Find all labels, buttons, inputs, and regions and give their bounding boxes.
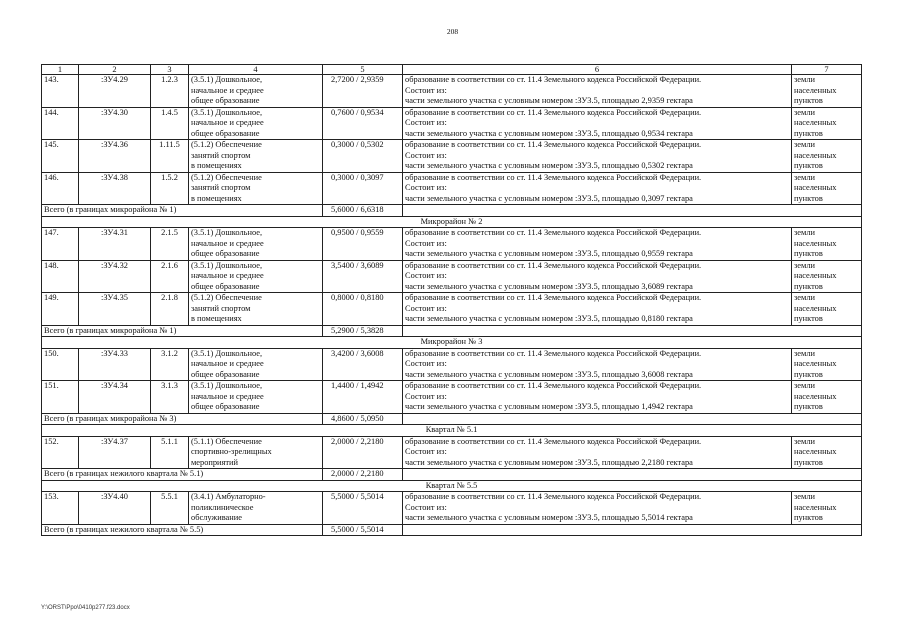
cell-line: (3.5.1) Дошкольное, bbox=[191, 75, 263, 84]
cell-line: населенных bbox=[794, 502, 837, 512]
cell-line: населенных bbox=[794, 238, 837, 248]
table-row bbox=[42, 260, 862, 293]
permitted-use bbox=[189, 381, 323, 414]
cell-line: образование в соответствии со ст. 11.4 Земельного кодекса Российской Федерации. bbox=[405, 348, 702, 358]
section-heading: Квартал № 5.5 bbox=[42, 480, 862, 492]
plot-code: :ЗУ4.37 bbox=[79, 436, 151, 469]
cell-line: занятий спортом bbox=[191, 303, 251, 313]
row-number: 153. bbox=[42, 492, 79, 525]
section-heading: Квартал № 5.1 bbox=[42, 425, 862, 437]
row-number: 151. bbox=[42, 381, 79, 414]
land-plots-table bbox=[41, 64, 862, 536]
formation-method bbox=[403, 348, 792, 381]
section-heading: Микрорайон № 2 bbox=[42, 216, 862, 228]
cell-line: (5.1.2) Обеспечение bbox=[191, 293, 262, 302]
total-row bbox=[42, 325, 862, 337]
cell-line: (3.5.1) Дошкольное, bbox=[191, 228, 263, 237]
formation-method bbox=[403, 75, 792, 108]
table-row bbox=[42, 228, 862, 261]
cell-line: Состоит из: bbox=[405, 85, 447, 95]
section-heading: Микрорайон № 3 bbox=[42, 337, 862, 349]
formation-method bbox=[403, 228, 792, 261]
permitted-use bbox=[189, 293, 323, 326]
cell-line: обслуживание bbox=[191, 513, 242, 522]
cell-line: населенных bbox=[794, 391, 837, 401]
cell-line: земли bbox=[794, 381, 815, 390]
plot-reference: 3.1.2 bbox=[151, 348, 189, 381]
cell-line: населенных bbox=[794, 150, 837, 160]
plot-area: 1,4400 / 1,4942 bbox=[323, 381, 403, 414]
permitted-use bbox=[189, 260, 323, 293]
plot-area: 2,7200 / 2,9359 bbox=[323, 75, 403, 108]
land-category bbox=[792, 140, 862, 173]
cell-line: образование в соответствии со ст. 11.4 Земельного кодекса Российской Федерации. bbox=[405, 228, 702, 237]
cell-line: общее образование bbox=[191, 281, 260, 291]
cell-line: мероприятий bbox=[191, 457, 239, 467]
formation-method bbox=[403, 260, 792, 293]
cell-line: (5.1.2) Обеспечение bbox=[191, 172, 262, 182]
total-row bbox=[42, 413, 862, 425]
plot-reference: 5.1.1 bbox=[151, 436, 189, 469]
plot-reference: 5.5.1 bbox=[151, 492, 189, 525]
cell-line: начальное и среднее bbox=[191, 85, 264, 95]
cell-line: Состоит из: bbox=[405, 271, 447, 280]
plot-reference: 2.1.8 bbox=[151, 293, 189, 326]
column-header: 6 bbox=[403, 65, 792, 75]
cell-line: населенных bbox=[794, 359, 837, 368]
cell-line: пунктов bbox=[794, 96, 823, 105]
cell-line: образование в соответствии со ст. 11.4 Земельного кодекса Российской Федерации. bbox=[405, 172, 702, 182]
cell-line: населенных bbox=[794, 303, 837, 313]
total-area: 5,5000 / 5,5014 bbox=[323, 524, 403, 536]
cell-line: населенных bbox=[794, 118, 837, 127]
land-category bbox=[792, 75, 862, 108]
land-category bbox=[792, 381, 862, 414]
cell-line: земли bbox=[794, 172, 815, 182]
cell-line: Состоит из: bbox=[405, 150, 447, 160]
cell-line: Состоит из: bbox=[405, 183, 447, 192]
cell-line: части земельного участка с условным номером :ЗУ3.5, площадью 0,9534 гектара bbox=[405, 128, 693, 138]
cell-line: образование в соответствии со ст. 11.4 Земельного кодекса Российской Федерации. bbox=[405, 75, 702, 84]
cell-line: пунктов bbox=[794, 314, 823, 323]
plot-area: 0,3000 / 0,3097 bbox=[323, 172, 403, 205]
cell-line: Состоит из: bbox=[405, 502, 447, 512]
plot-code: :ЗУ4.38 bbox=[79, 172, 151, 205]
table-row bbox=[42, 492, 862, 525]
plot-code: :ЗУ4.40 bbox=[79, 492, 151, 525]
land-category bbox=[792, 228, 862, 261]
cell-line: (5.1.1) Обеспечение bbox=[191, 436, 262, 446]
plot-area: 3,5400 / 3,6089 bbox=[323, 260, 403, 293]
file-path-footer: Y:\ORST\Ppo\0410p277.f23.docx bbox=[41, 605, 130, 611]
column-number-row bbox=[42, 65, 862, 75]
plot-area: 0,3000 / 0,5302 bbox=[323, 140, 403, 173]
cell-line: пунктов bbox=[794, 369, 823, 379]
empty-cell bbox=[403, 325, 862, 337]
cell-line: пунктов bbox=[794, 402, 823, 411]
row-number: 146. bbox=[42, 172, 79, 205]
empty-cell bbox=[403, 524, 862, 536]
cell-line: занятий спортом bbox=[191, 150, 251, 160]
cell-line: пунктов bbox=[794, 193, 823, 203]
row-number: 145. bbox=[42, 140, 79, 173]
plot-code: :ЗУ4.31 bbox=[79, 228, 151, 261]
plot-reference: 1.5.2 bbox=[151, 172, 189, 205]
cell-line: части земельного участка с условным номером :ЗУ3.5, площадью 0,8180 гектара bbox=[405, 314, 693, 323]
section-heading-row bbox=[42, 337, 862, 349]
cell-line: Состоит из: bbox=[405, 447, 447, 456]
cell-line: (3.4.1) Амбулаторно- bbox=[191, 492, 266, 501]
cell-line: части земельного участка с условным номером :ЗУ3.5, площадью 0,5302 гектара bbox=[405, 161, 693, 170]
cell-line: (3.5.1) Дошкольное, bbox=[191, 107, 263, 117]
land-category bbox=[792, 107, 862, 140]
plot-reference: 1.11.5 bbox=[151, 140, 189, 173]
cell-line: в помещениях bbox=[191, 193, 242, 203]
formation-method bbox=[403, 381, 792, 414]
land-category bbox=[792, 348, 862, 381]
total-label: Всего (в границах нежилого квартала № 5.1) bbox=[42, 469, 323, 481]
plot-code: :ЗУ4.32 bbox=[79, 260, 151, 293]
cell-line: населенных bbox=[794, 271, 837, 280]
cell-line: общее образование bbox=[191, 369, 260, 379]
cell-line: образование в соответствии со ст. 11.4 Земельного кодекса Российской Федерации. bbox=[405, 293, 702, 302]
row-number: 152. bbox=[42, 436, 79, 469]
cell-line: земли bbox=[794, 260, 815, 270]
section-heading-row bbox=[42, 425, 862, 437]
cell-line: Состоит из: bbox=[405, 303, 447, 313]
table-row bbox=[42, 172, 862, 205]
plot-reference: 2.1.6 bbox=[151, 260, 189, 293]
formation-method bbox=[403, 293, 792, 326]
plot-code: :ЗУ4.34 bbox=[79, 381, 151, 414]
cell-line: (5.1.2) Обеспечение bbox=[191, 140, 262, 149]
table-row bbox=[42, 381, 862, 414]
cell-line: пунктов bbox=[794, 161, 823, 170]
column-header: 3 bbox=[151, 65, 189, 75]
land-category bbox=[792, 436, 862, 469]
cell-line: начальное и среднее bbox=[191, 271, 264, 280]
plot-area: 3,4200 / 3,6008 bbox=[323, 348, 403, 381]
cell-line: начальное и среднее bbox=[191, 391, 264, 401]
total-area: 2,0000 / 2,2180 bbox=[323, 469, 403, 481]
cell-line: части земельного участка с условным номером :ЗУ3.5, площадью 5,5014 гектара bbox=[405, 513, 693, 522]
plot-reference: 3.1.3 bbox=[151, 381, 189, 414]
empty-cell bbox=[403, 469, 862, 481]
column-header: 2 bbox=[79, 65, 151, 75]
table-row bbox=[42, 140, 862, 173]
cell-line: (3.5.1) Дошкольное, bbox=[191, 348, 263, 358]
plot-area: 0,8000 / 0,8180 bbox=[323, 293, 403, 326]
plot-reference: 2.1.5 bbox=[151, 228, 189, 261]
permitted-use bbox=[189, 172, 323, 205]
formation-method bbox=[403, 492, 792, 525]
plot-code: :ЗУ4.33 bbox=[79, 348, 151, 381]
empty-cell bbox=[403, 205, 862, 217]
cell-line: населенных bbox=[794, 447, 837, 456]
cell-line: земли bbox=[794, 348, 815, 358]
plot-area: 0,9500 / 0,9559 bbox=[323, 228, 403, 261]
cell-line: земли bbox=[794, 492, 815, 501]
land-category bbox=[792, 260, 862, 293]
cell-line: пунктов bbox=[794, 457, 823, 467]
plot-code: :ЗУ4.36 bbox=[79, 140, 151, 173]
cell-line: части земельного участка с условным номером :ЗУ3.5, площадью 0,3097 гектара bbox=[405, 193, 693, 203]
cell-line: в помещениях bbox=[191, 161, 242, 170]
cell-line: начальное и среднее bbox=[191, 118, 264, 127]
cell-line: образование в соответствии со ст. 11.4 Земельного кодекса Российской Федерации. bbox=[405, 140, 702, 149]
table-row bbox=[42, 293, 862, 326]
cell-line: части земельного участка с условным номером :ЗУ3.5, площадью 3,6008 гектара bbox=[405, 369, 693, 379]
cell-line: земли bbox=[794, 140, 815, 149]
permitted-use bbox=[189, 348, 323, 381]
column-header: 1 bbox=[42, 65, 79, 75]
table-row bbox=[42, 107, 862, 140]
cell-line: населенных bbox=[794, 85, 837, 95]
total-label: Всего (в границах микрорайона № 1) bbox=[42, 325, 323, 337]
total-area: 5,2900 / 5,3828 bbox=[323, 325, 403, 337]
cell-line: начальное и среднее bbox=[191, 359, 264, 368]
total-label: Всего (в границах нежилого квартала № 5.5) bbox=[42, 524, 323, 536]
cell-line: Состоит из: bbox=[405, 118, 447, 127]
empty-cell bbox=[403, 413, 862, 425]
total-area: 4,8600 / 5,0950 bbox=[323, 413, 403, 425]
permitted-use bbox=[189, 436, 323, 469]
table-row bbox=[42, 348, 862, 381]
cell-line: земли bbox=[794, 436, 815, 446]
plot-code: :ЗУ4.29 bbox=[79, 75, 151, 108]
cell-line: земли bbox=[794, 75, 815, 84]
plot-area: 5,5000 / 5,5014 bbox=[323, 492, 403, 525]
formation-method bbox=[403, 172, 792, 205]
total-label: Всего (в границах микрорайона № 3) bbox=[42, 413, 323, 425]
cell-line: населенных bbox=[794, 183, 837, 192]
cell-line: пунктов bbox=[794, 249, 823, 258]
cell-line: Состоит из: bbox=[405, 359, 447, 368]
column-header: 7 bbox=[792, 65, 862, 75]
land-category bbox=[792, 293, 862, 326]
land-plots-table-container bbox=[41, 64, 861, 536]
cell-line: спортивно-зрелищных bbox=[191, 447, 272, 456]
section-heading-row bbox=[42, 216, 862, 228]
row-number: 143. bbox=[42, 75, 79, 108]
cell-line: пунктов bbox=[794, 128, 823, 138]
cell-line: занятий спортом bbox=[191, 183, 251, 192]
cell-line: образование в соответствии со ст. 11.4 Земельного кодекса Российской Федерации. bbox=[405, 436, 702, 446]
cell-line: части земельного участка с условным номером :ЗУ3.5, площадью 3,6089 гектара bbox=[405, 281, 693, 291]
cell-line: образование в соответствии со ст. 11.4 Земельного кодекса Российской Федерации. bbox=[405, 260, 702, 270]
total-row bbox=[42, 524, 862, 536]
cell-line: начальное и среднее bbox=[191, 238, 264, 248]
row-number: 144. bbox=[42, 107, 79, 140]
plot-code: :ЗУ4.30 bbox=[79, 107, 151, 140]
column-header: 4 bbox=[189, 65, 323, 75]
plot-code: :ЗУ4.35 bbox=[79, 293, 151, 326]
total-row bbox=[42, 205, 862, 217]
cell-line: в помещениях bbox=[191, 314, 242, 323]
table-body bbox=[42, 65, 862, 536]
cell-line: пунктов bbox=[794, 281, 823, 291]
cell-line: общее образование bbox=[191, 402, 260, 411]
formation-method bbox=[403, 107, 792, 140]
cell-line: образование в соответствии со ст. 11.4 Земельного кодекса Российской Федерации. bbox=[405, 107, 702, 117]
cell-line: земли bbox=[794, 228, 815, 237]
total-label: Всего (в границах микрорайона № 1) bbox=[42, 205, 323, 217]
cell-line: земли bbox=[794, 107, 815, 117]
row-number: 149. bbox=[42, 293, 79, 326]
row-number: 150. bbox=[42, 348, 79, 381]
cell-line: части земельного участка с условным номером :ЗУ3.5, площадью 2,9359 гектара bbox=[405, 96, 693, 105]
permitted-use bbox=[189, 75, 323, 108]
table-row bbox=[42, 75, 862, 108]
cell-line: общее образование bbox=[191, 96, 260, 105]
land-category bbox=[792, 172, 862, 205]
permitted-use bbox=[189, 228, 323, 261]
cell-line: пунктов bbox=[794, 513, 823, 522]
cell-line: Состоит из: bbox=[405, 391, 447, 401]
plot-area: 0,7600 / 0,9534 bbox=[323, 107, 403, 140]
page-number: 208 bbox=[446, 27, 459, 36]
cell-line: (3.5.1) Дошкольное, bbox=[191, 260, 263, 270]
total-row bbox=[42, 469, 862, 481]
cell-line: Состоит из: bbox=[405, 238, 447, 248]
cell-line: (3.5.1) Дошкольное, bbox=[191, 381, 263, 390]
formation-method bbox=[403, 436, 792, 469]
row-number: 148. bbox=[42, 260, 79, 293]
plot-reference: 1.2.3 bbox=[151, 75, 189, 108]
section-heading-row bbox=[42, 480, 862, 492]
cell-line: части земельного участка с условным номером :ЗУ3.5, площадью 0,9559 гектара bbox=[405, 249, 693, 258]
total-area: 5,6000 / 6,6318 bbox=[323, 205, 403, 217]
cell-line: общее образование bbox=[191, 249, 260, 258]
plot-area: 2,0000 / 2,2180 bbox=[323, 436, 403, 469]
column-header: 5 bbox=[323, 65, 403, 75]
row-number: 147. bbox=[42, 228, 79, 261]
plot-reference: 1.4.5 bbox=[151, 107, 189, 140]
land-category bbox=[792, 492, 862, 525]
permitted-use bbox=[189, 107, 323, 140]
cell-line: поликлиническое bbox=[191, 502, 254, 512]
cell-line: земли bbox=[794, 293, 815, 302]
formation-method bbox=[403, 140, 792, 173]
cell-line: части земельного участка с условным номером :ЗУ3.5, площадью 2,2180 гектара bbox=[405, 457, 693, 467]
cell-line: образование в соответствии со ст. 11.4 Земельного кодекса Российской Федерации. bbox=[405, 381, 702, 390]
cell-line: образование в соответствии со ст. 11.4 Земельного кодекса Российской Федерации. bbox=[405, 492, 702, 501]
table-row bbox=[42, 436, 862, 469]
permitted-use bbox=[189, 140, 323, 173]
cell-line: части земельного участка с условным номером :ЗУ3.5, площадью 1,4942 гектара bbox=[405, 402, 693, 411]
permitted-use bbox=[189, 492, 323, 525]
cell-line: общее образование bbox=[191, 128, 260, 138]
